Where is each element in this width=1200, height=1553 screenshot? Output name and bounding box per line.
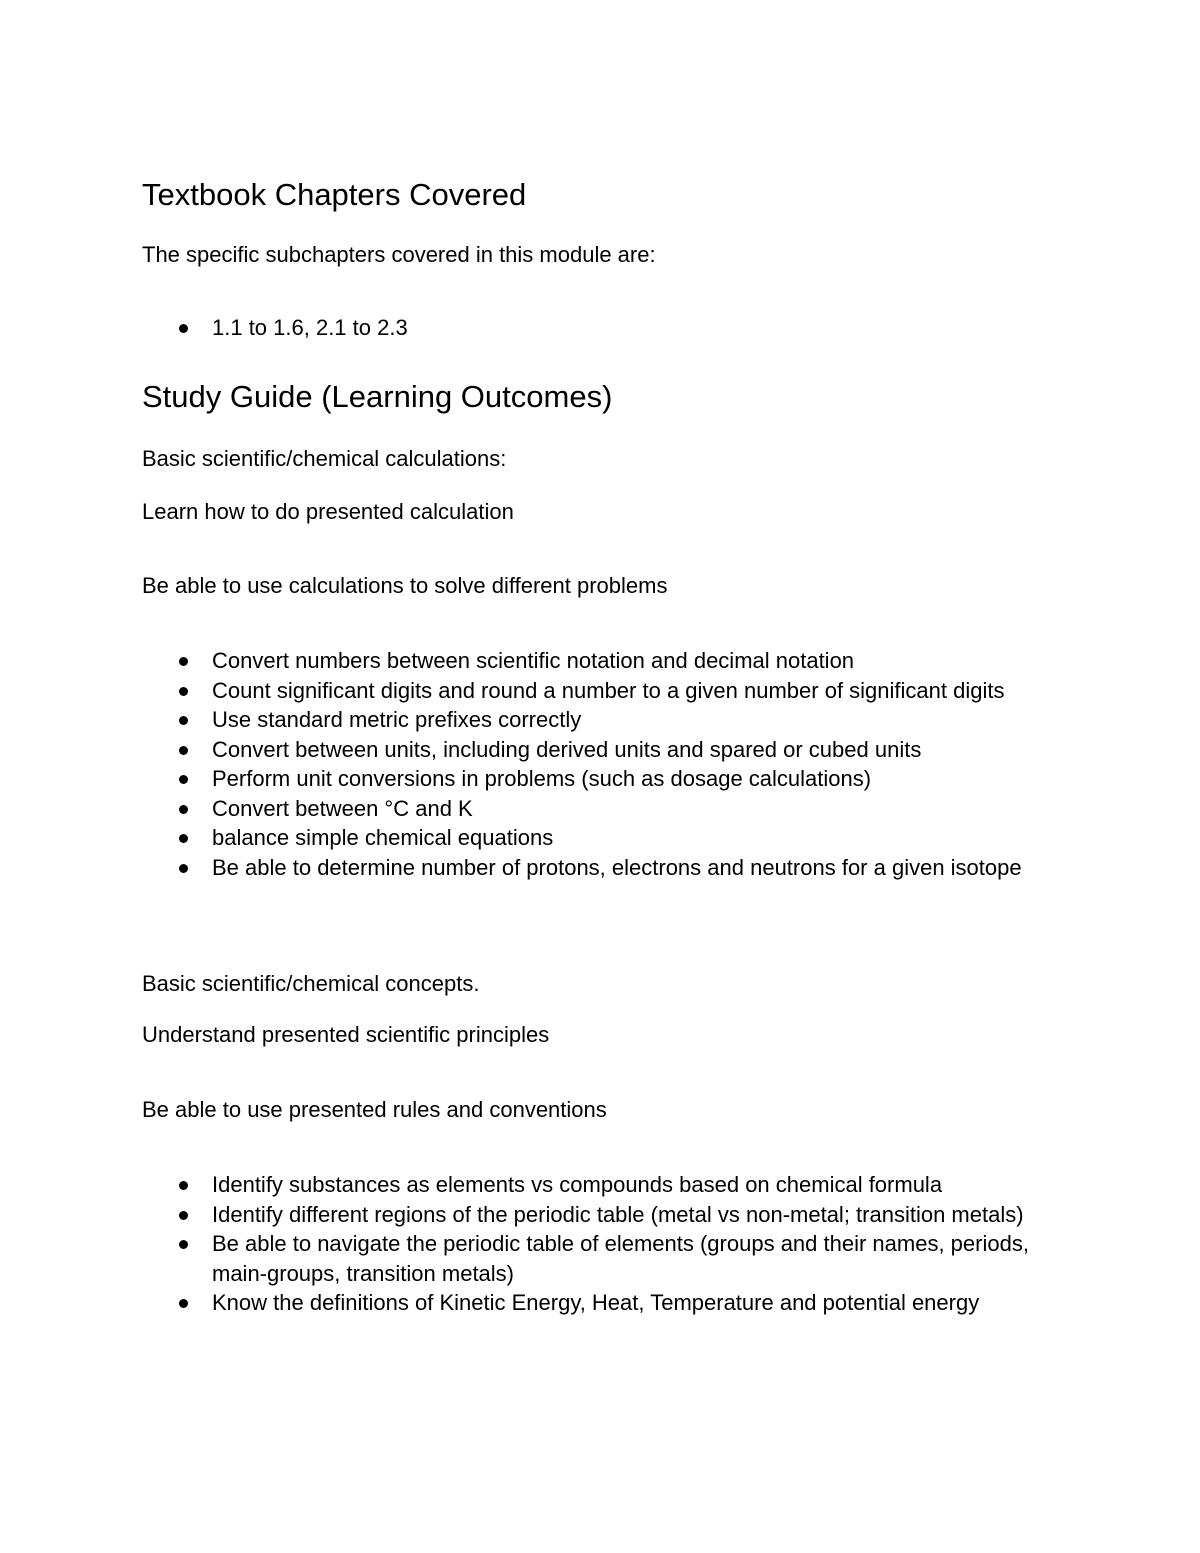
list-item: balance simple chemical equations	[0, 823, 1072, 853]
calc-line-2: Be able to use calculations to solve different problems	[142, 573, 668, 598]
list-item: Convert between units, including derived units and spared or cubed units	[0, 735, 1072, 765]
bullet-icon	[179, 775, 188, 784]
list-item: Convert between °C and K	[0, 794, 1072, 824]
concepts-line-2: Be able to use presented rules and conventions	[142, 1097, 607, 1122]
list-item: Know the definitions of Kinetic Energy, Heat, Temperature and potential energy	[0, 1288, 1072, 1318]
list-item: Be able to navigate the periodic table of elements (groups and their names, periods, main-groups, transition metals)	[0, 1229, 1072, 1288]
study-guide-heading: Study Guide (Learning Outcomes)	[142, 379, 613, 414]
bullet-icon	[179, 746, 188, 755]
bullet-icon	[179, 324, 188, 333]
chapters-heading: Textbook Chapters Covered	[142, 177, 527, 212]
concepts-heading: Basic scientific/chemical concepts.	[142, 971, 480, 996]
concepts-list	[0, 1170, 1200, 1318]
bullet-icon	[179, 834, 188, 843]
concepts-line-1: Understand presented scientific principles	[142, 1022, 550, 1047]
bullet-icon	[179, 1299, 188, 1308]
bullet-icon	[179, 1240, 188, 1249]
bullet-icon	[179, 657, 188, 666]
bullet-icon	[179, 864, 188, 873]
calc-heading: Basic scientific/chemical calculations:	[142, 446, 507, 471]
calc-line-1: Learn how to do presented calculation	[142, 499, 514, 524]
bullet-icon	[179, 805, 188, 814]
bullet-icon	[179, 1211, 188, 1220]
calc-list	[0, 646, 1200, 882]
bullet-icon	[179, 687, 188, 696]
list-item: 1.1 to 1.6, 2.1 to 2.3	[0, 313, 1072, 343]
list-item: Convert numbers between scientific notation and decimal notation	[0, 646, 1072, 676]
list-item: Identify substances as elements vs compounds based on chemical formula	[0, 1170, 1072, 1200]
chapters-list	[0, 313, 1200, 343]
bullet-icon	[179, 716, 188, 725]
list-item: Use standard metric prefixes correctly	[0, 705, 1072, 735]
list-item: Identify different regions of the periodic table (metal vs non-metal; transition metals)	[0, 1200, 1072, 1230]
chapters-intro: The specific subchapters covered in this module are:	[142, 242, 656, 267]
list-item: Be able to determine number of protons, electrons and neutrons for a given isotope	[0, 853, 1072, 883]
list-item: Perform unit conversions in problems (such as dosage calculations)	[0, 764, 1072, 794]
list-item: Count significant digits and round a number to a given number of significant digits	[0, 676, 1072, 706]
bullet-icon	[179, 1181, 188, 1190]
